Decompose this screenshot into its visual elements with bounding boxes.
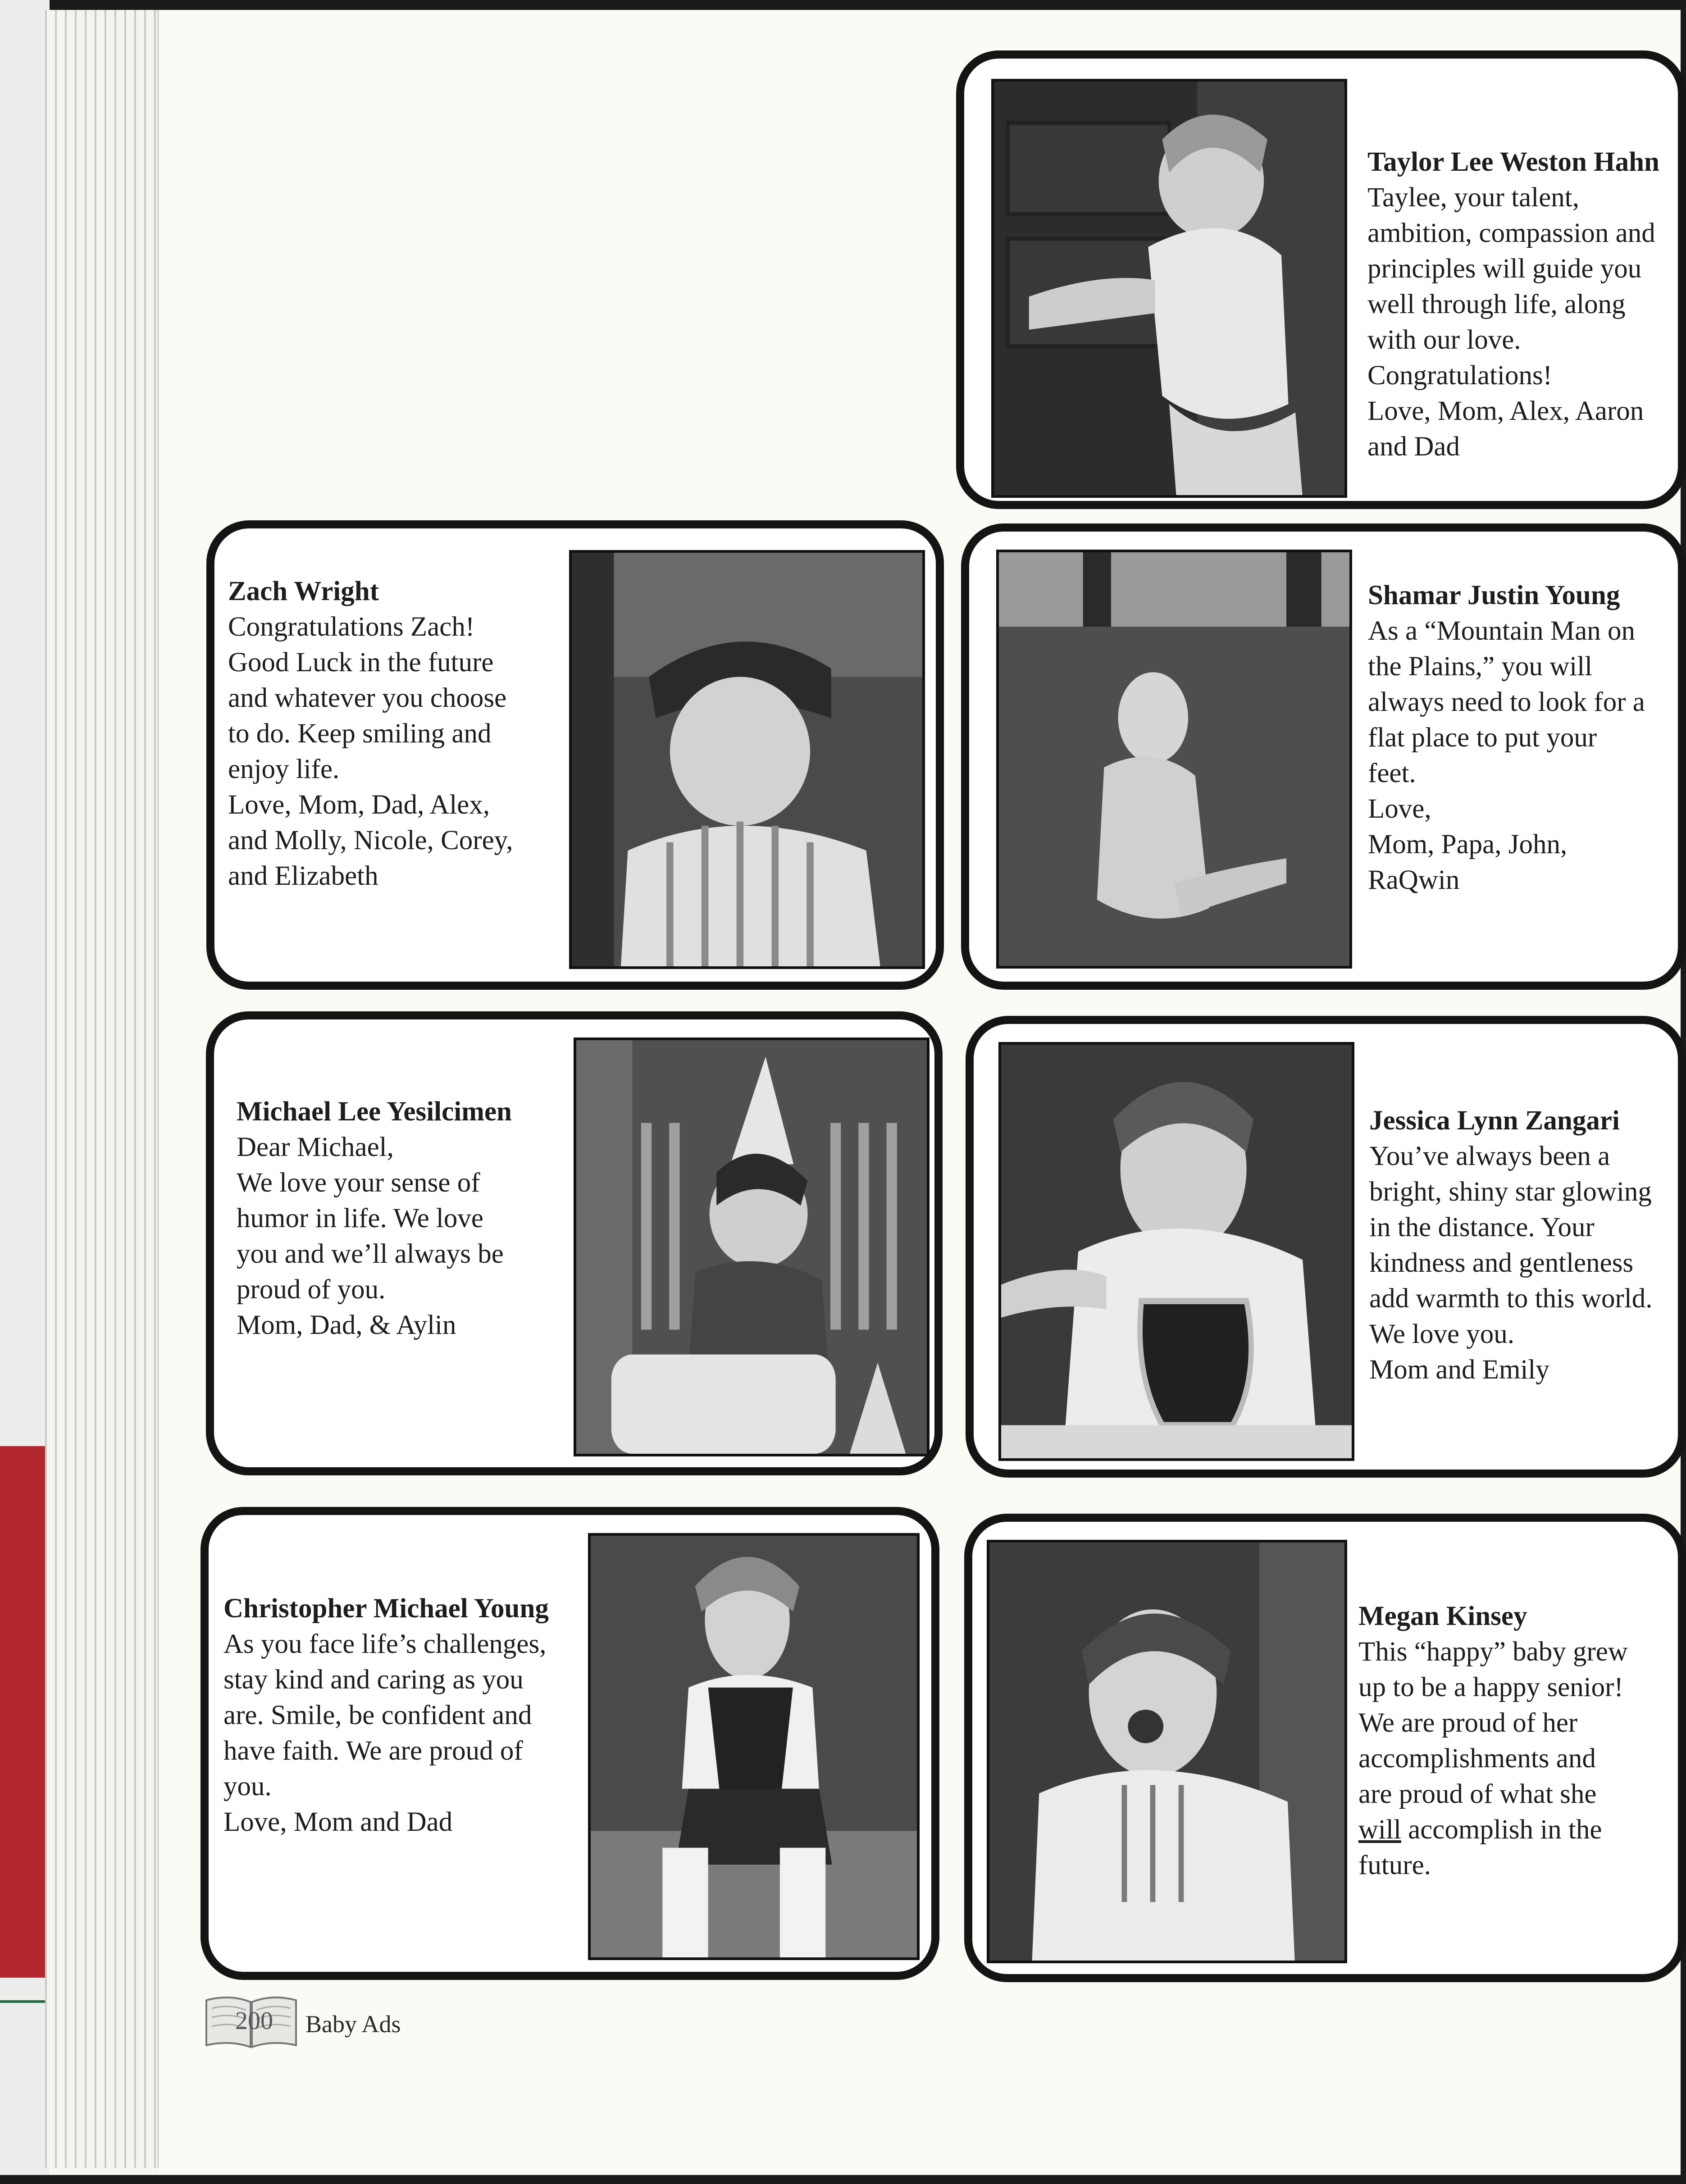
ad-line: Love, (1368, 794, 1431, 824)
scan-bottom-edge (0, 2175, 1686, 2184)
ad-card-shamar (961, 523, 1686, 990)
ad-line: and whatever you choose (228, 683, 507, 713)
ad-line: the Plains,” you will (1368, 651, 1593, 682)
ad-card-megan (964, 1514, 1686, 1982)
ad-line: well through life, along (1367, 289, 1626, 319)
ad-card-christopher (200, 1507, 939, 1980)
ad-line: Congratulations! (1367, 360, 1552, 391)
ad-line: Mom, Papa, John, (1368, 829, 1568, 860)
spine-green-line (0, 2000, 45, 2003)
ad-line: accomplishments and (1358, 1743, 1596, 1774)
ad-line: to do. Keep smiling and (228, 719, 492, 749)
ad-caption (1368, 578, 1645, 898)
baby-photo (991, 79, 1347, 498)
ad-line: up to be a happy senior! (1358, 1672, 1623, 1702)
ad-line: you and we’ll always be (237, 1239, 504, 1269)
ad-name: Taylor Lee Weston Hahn (1367, 147, 1659, 177)
ad-caption (223, 1591, 549, 1840)
ad-line: Mom and Emily (1369, 1355, 1549, 1385)
page-edges (45, 10, 159, 2168)
girl-with-pitcher-icon (1001, 1045, 1352, 1458)
toddler-in-bow-tie-icon (591, 1536, 917, 1957)
ad-line: and Molly, Nicole, Corey, (228, 825, 513, 855)
ad-line: bright, shiny star glowing (1369, 1177, 1652, 1207)
ad-name: Christopher Michael Young (223, 1593, 549, 1624)
line-rest: accomplish in the (1401, 1815, 1602, 1845)
ad-line: are. Smile, be confident and (223, 1700, 532, 1730)
laughing-baby-girl-icon (989, 1542, 1344, 1961)
ad-line: you. (223, 1771, 272, 1802)
ad-line: and Dad (1367, 432, 1460, 462)
ad-line: stay kind and caring as you (223, 1665, 524, 1695)
ad-line: ambition, compassion and (1367, 218, 1655, 248)
toddler-with-birthday-cake-icon (576, 1040, 927, 1454)
ad-card-taylor (956, 50, 1686, 509)
baby-photo (574, 1037, 930, 1456)
ad-card-michael (206, 1011, 943, 1475)
ad-line: in the distance. Your (1369, 1212, 1595, 1242)
book-spine (0, 0, 50, 2184)
ad-line (1358, 1812, 1628, 1847)
ad-line: As you face life’s challenges, (223, 1629, 547, 1659)
page-footer (203, 1992, 518, 2051)
section-name: Baby Ads (305, 2011, 401, 2038)
ad-line: Love, Mom, Dad, Alex, (228, 790, 490, 820)
baby-photo (987, 1540, 1347, 1963)
ad-line: Good Luck in the future (228, 647, 494, 678)
scan-top-edge (0, 0, 1686, 10)
ad-line: principles will guide you (1367, 254, 1642, 284)
baby-photo (996, 550, 1352, 969)
ad-line: Love, Mom, Alex, Aaron (1367, 396, 1644, 426)
ad-name: Zach Wright (228, 576, 379, 606)
ad-line: always need to look for a (1368, 687, 1645, 717)
ad-line: feet. (1368, 758, 1416, 788)
ad-caption (237, 1094, 512, 1343)
ad-line: You’ve always been a (1369, 1141, 1610, 1171)
baby-photo (569, 550, 925, 969)
ad-line: Mom, Dad, & Aylin (237, 1310, 456, 1340)
ad-line: We are proud of her (1358, 1708, 1578, 1738)
boy-in-cap-and-jersey-icon (572, 553, 922, 966)
toddler-standing-at-dresser-icon (994, 82, 1344, 495)
ad-name: Shamar Justin Young (1368, 580, 1620, 610)
spine-red-band (0, 1446, 45, 1978)
ad-line: Taylee, your talent, (1367, 182, 1579, 213)
ad-name: Michael Lee Yesilcimen (237, 1097, 512, 1127)
ad-card-zach (206, 520, 944, 990)
ad-card-jessica (966, 1016, 1686, 1478)
underlined-word: will (1358, 1815, 1401, 1845)
ad-caption (1369, 1103, 1653, 1388)
ad-line: proud of you. (237, 1274, 386, 1305)
ad-line: enjoy life. (228, 754, 340, 784)
ad-caption (1367, 144, 1659, 464)
ad-line: with our love. (1367, 325, 1521, 355)
ad-line: Love, Mom and Dad (223, 1807, 453, 1837)
ad-line: humor in life. We love (237, 1203, 483, 1233)
ad-line: add warmth to this world. (1369, 1283, 1653, 1314)
ad-line: are proud of what she (1358, 1779, 1597, 1809)
ad-line: We love your sense of (237, 1168, 480, 1198)
ad-line: This “happy” baby grew (1358, 1637, 1628, 1667)
ad-line: RaQwin (1368, 865, 1460, 895)
ad-line: flat place to put your (1368, 723, 1597, 753)
ad-line: kindness and gentleness (1369, 1248, 1634, 1278)
ad-line: We love you. (1369, 1319, 1515, 1349)
ad-line: Congratulations Zach! (228, 612, 475, 642)
ad-caption (228, 573, 513, 894)
ad-name: Jessica Lynn Zangari (1369, 1106, 1620, 1136)
ad-line: future. (1358, 1850, 1431, 1880)
baby-photo (588, 1533, 920, 1960)
ad-line: and Elizabeth (228, 861, 378, 891)
page-number: 200 (235, 2007, 273, 2035)
baby-sitting-on-grass-icon (999, 552, 1349, 966)
ad-caption (1358, 1598, 1628, 1883)
baby-photo (998, 1042, 1354, 1461)
ad-line: have faith. We are proud of (223, 1736, 523, 1766)
ad-line: As a “Mountain Man on (1368, 616, 1635, 646)
ad-name: Megan Kinsey (1358, 1601, 1527, 1631)
ad-line: Dear Michael, (237, 1132, 394, 1162)
